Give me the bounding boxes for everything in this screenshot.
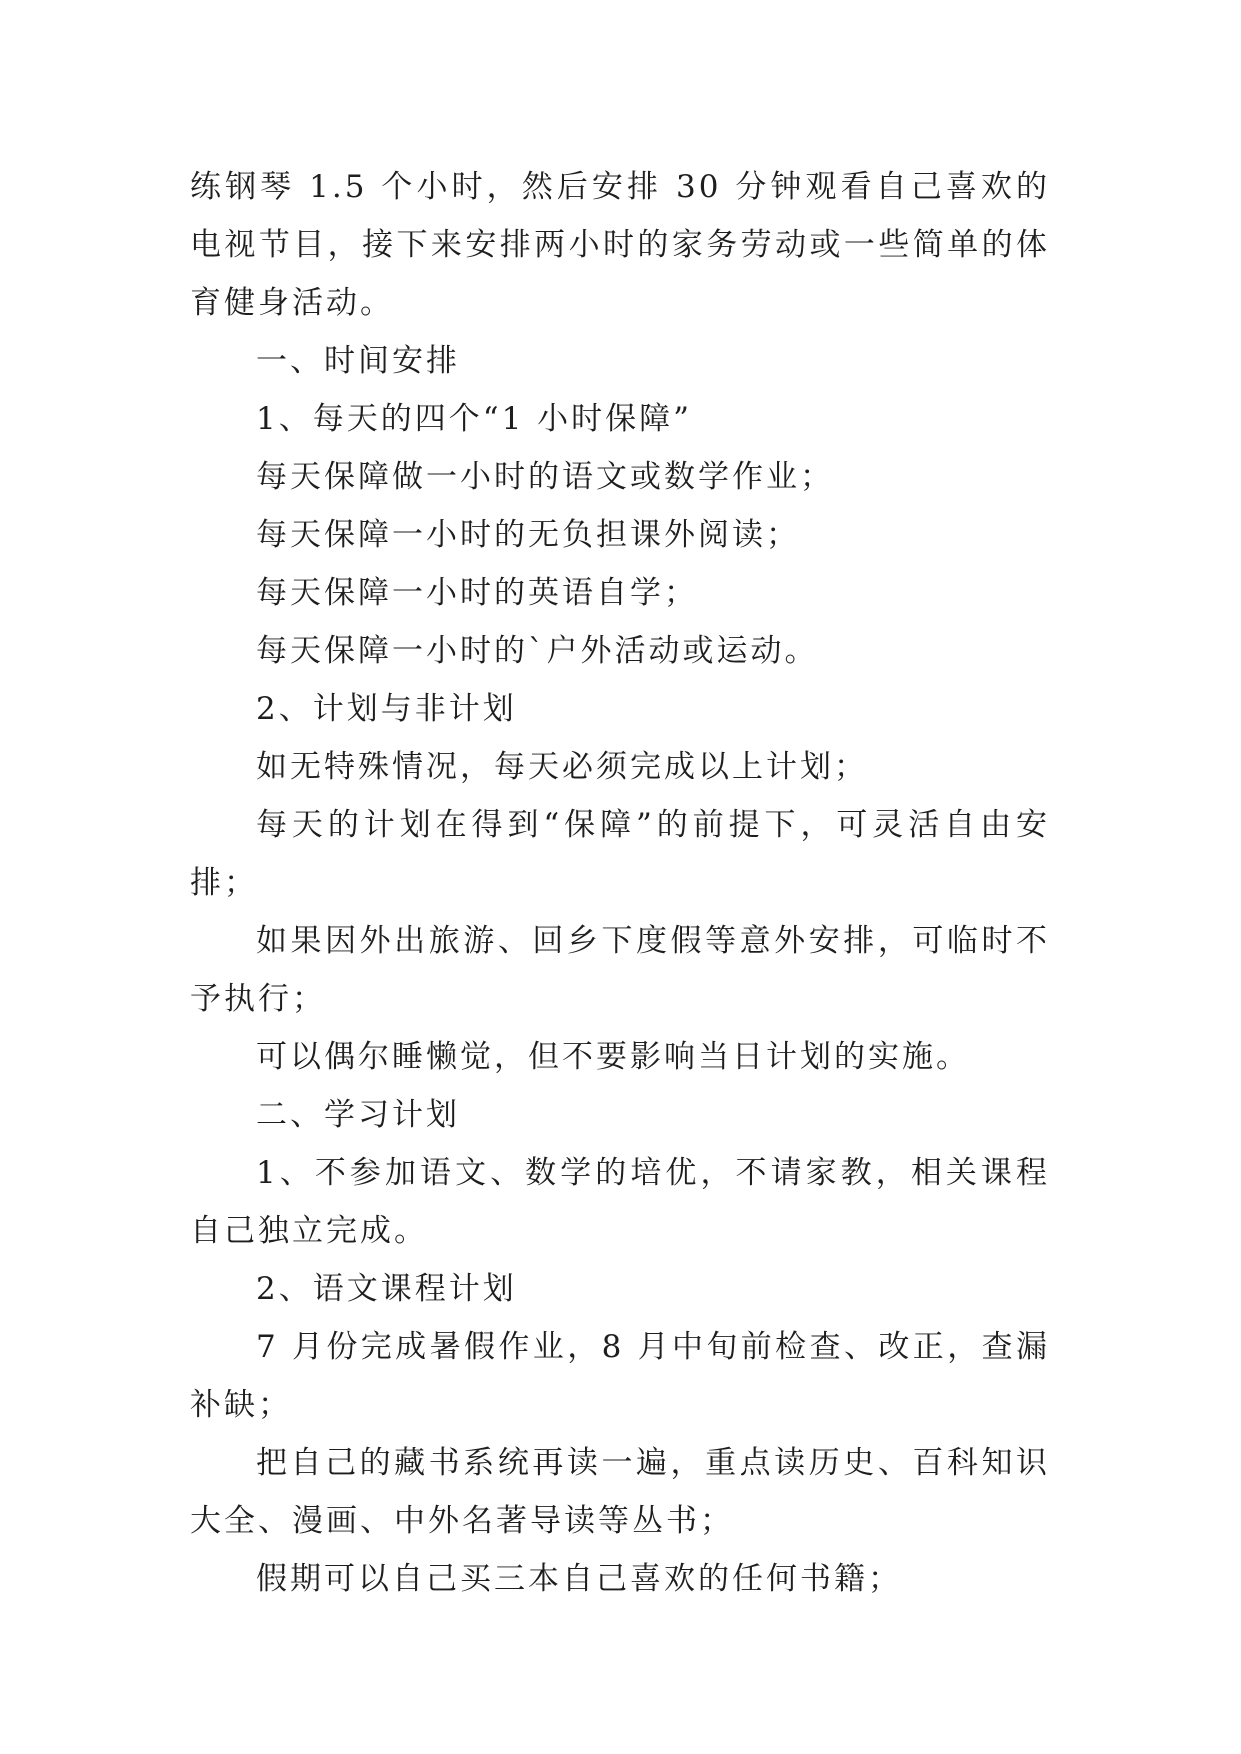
list-item-flexible: 每天的计划在得到“保障”的前提下，可灵活自由安排； <box>190 807 1050 901</box>
subheading-daily-four-guarantees: 1、每天的四个“1 小时保障” <box>256 401 692 437</box>
subheading-plan-vs-nonplan: 2、计划与非计划 <box>256 691 517 727</box>
list-item-no-tutoring: 1、不参加语文、数学的培优，不请家教，相关课程自己独立完成。 <box>190 1155 1050 1249</box>
paragraph-1: 练钢琴 1.5 个小时，然后安排 30 分钟观看自己喜欢的电视节目，接下来安排两小时的家务劳动或一些简单的体育健身活动。 <box>190 169 1050 321</box>
list-item-homework: 每天保障做一小时的语文或数学作业； <box>256 459 834 495</box>
subheading-chinese-plan: 2、语文课程计划 <box>256 1271 517 1307</box>
list-item-summer-homework: 7 月份完成暑假作业，8 月中旬前检查、改正，查漏补缺； <box>190 1329 1050 1423</box>
document-body <box>190 158 1050 1608</box>
list-item-exceptions: 如果因外出旅游、回乡下度假等意外安排，可临时不予执行； <box>190 923 1050 1017</box>
list-item-reading: 每天保障一小时的无负担课外阅读； <box>256 517 800 553</box>
list-item-reread-books: 把自己的藏书系统再读一遍，重点读历史、百科知识大全、漫画、中外名著导读等丛书； <box>190 1445 1050 1539</box>
list-item-must-complete: 如无特殊情况，每天必须完成以上计划； <box>256 749 868 785</box>
list-item-sleep-in: 可以偶尔睡懒觉，但不要影响当日计划的实施。 <box>256 1039 970 1075</box>
list-item-english: 每天保障一小时的英语自学； <box>256 575 698 611</box>
section-heading-study-plan: 二、学习计划 <box>256 1097 460 1133</box>
section-heading-time-schedule: 一、时间安排 <box>256 343 460 379</box>
list-item-outdoor: 每天保障一小时的`户外活动或运动。 <box>256 633 819 669</box>
list-item-buy-books: 假期可以自己买三本自己喜欢的任何书籍； <box>256 1561 902 1597</box>
